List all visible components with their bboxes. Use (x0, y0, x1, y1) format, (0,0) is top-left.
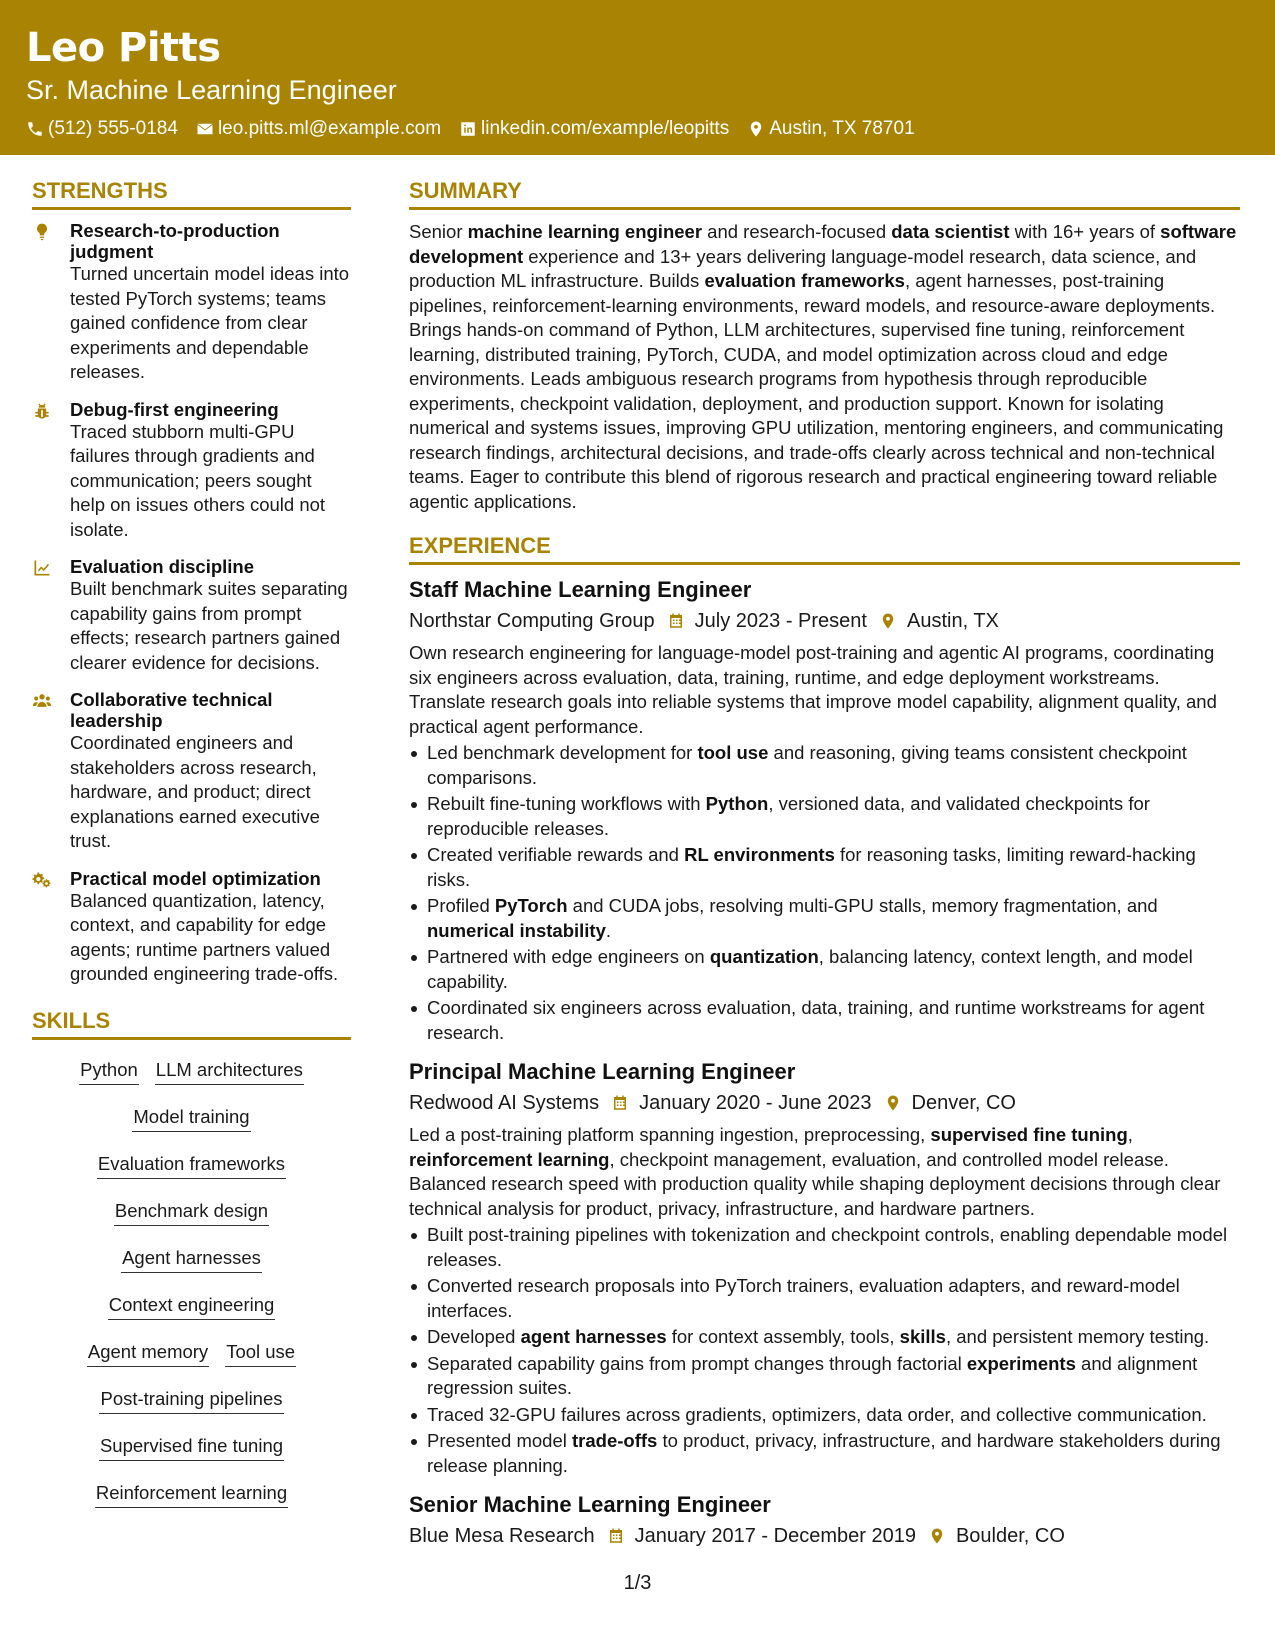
map-pin-icon (928, 1526, 946, 1546)
job-company: Redwood AI Systems (409, 1092, 600, 1114)
job-bullet: Coordinated six engineers across evaluation, data, training, and runtime workstreams for agent research. (409, 996, 1240, 1045)
job-dates: July 2023 - Present (694, 610, 867, 632)
skill-row (32, 1289, 351, 1336)
left-column (32, 175, 351, 1524)
skill-tag: LLM architectures (155, 1058, 304, 1085)
contact-bar (26, 118, 1249, 140)
job-bullet: Rebuilt fine-tuning workflows with Python, versioned data, and validated checkpoints for reproducible releases. (409, 792, 1240, 841)
strength-item (32, 868, 351, 987)
skill-tag: Post-training pipelines (99, 1387, 283, 1414)
linkedin-text: linkedin.com/example/leopitts (481, 118, 730, 139)
skill-tag: Agent harnesses (121, 1246, 262, 1273)
email-text: leo.pitts.ml@example.com (217, 118, 442, 139)
job-dates: January 2017 - December 2019 (634, 1525, 916, 1547)
skills-list (32, 1050, 351, 1524)
strength-title: Research-to-production judgment (70, 220, 280, 262)
skill-row (32, 1242, 351, 1289)
skill-row (32, 1336, 351, 1383)
strength-item (32, 220, 351, 385)
strength-title: Practical model optimization (70, 867, 321, 889)
summary-text: Senior machine learning engineer and research-focused data scientist with 16+ years of software development experience and 13+ years delivering language-model research, data science, and production ML infrastructure. Builds evaluation frameworks, agent harnesses, post-training pipelines, reinforcement-learning environments, reward models, and resource-aware deployments. Brings hands-on command of Python, LLM architectures, supervised fine tuning, reinforcement learning, distributed training, PyTorch, CUDA, and model optimization across cloud and edge environments. Leads ambiguous research programs from hypothesis through reproducible experiments, checkpoint validation, deployment, and production support. Known for isolating numerical and systems issues, improving GPU utilization, mentoring engineers, and communicating research findings, architectural decisions, and trade-offs clearly across technical and non-technical teams. Eager to contribute this blend of rigorous research and practical engineering toward reliable agentic applications. (409, 221, 1237, 512)
calendar-icon (607, 1526, 625, 1546)
job-bullet: Profiled PyTorch and CUDA jobs, resolving multi-GPU stalls, memory fragmentation, and numerical instability. (409, 894, 1240, 943)
skill-tag: Evaluation frameworks (97, 1152, 286, 1179)
contact-linkedin[interactable] (459, 118, 729, 140)
skill-row (32, 1383, 351, 1430)
strength-description: Coordinated engineers and stakeholders across research, hardware, and product; direct explanations earned executive trust. (70, 732, 320, 851)
envelope-icon (196, 120, 214, 138)
resume-header (0, 0, 1275, 155)
strength-title: Collaborative technical leadership (70, 689, 273, 731)
users-icon (32, 691, 52, 711)
location-text: Austin, TX 78701 (769, 118, 915, 139)
job-dates: January 2020 - June 2023 (639, 1092, 872, 1114)
job-entry (409, 1057, 1240, 1478)
job-description: Own research engineering for language-model post-training and agentic AI programs, coordinating six engineers across evaluation, data, training, runtime, and edge deployment workstreams. Translate research goals into reliable systems that improve model capability, alignment quality, and practical agent performance. (409, 642, 1217, 737)
page-number: 1/3 (623, 1572, 652, 1594)
experience-heading: EXPERIENCE (409, 530, 1240, 565)
gears-icon (32, 870, 52, 890)
job-bullets (409, 741, 1240, 1045)
job-bullet: Separated capability gains from prompt changes through factorial experiments and alignment regression suites. (409, 1352, 1240, 1401)
job-entry (409, 575, 1240, 1045)
job-company: Blue Mesa Research (409, 1525, 595, 1547)
skill-row (32, 1477, 351, 1524)
strength-item (32, 556, 351, 675)
candidate-name: Leo Pitts (26, 25, 221, 71)
job-company: Northstar Computing Group (409, 610, 655, 632)
job-bullet: Built post-training pipelines with tokenization and checkpoint controls, enabling dependable model releases. (409, 1223, 1240, 1272)
job-bullet: Partnered with edge engineers on quantization, balancing latency, context length, and model capability. (409, 945, 1240, 994)
map-pin-icon (879, 611, 897, 631)
strength-description: Balanced quantization, latency, context, and capability for edge agents; runtime partners valued grounded engineering trade-offs. (70, 889, 339, 984)
phone-icon (26, 120, 44, 138)
strength-title: Debug-first engineering (70, 398, 279, 420)
right-column (409, 175, 1240, 1564)
contact-location (747, 118, 914, 140)
job-title: Staff Machine Learning Engineer (409, 577, 752, 602)
job-title: Principal Machine Learning Engineer (409, 1059, 796, 1084)
skill-tag: Python (79, 1058, 139, 1085)
strengths-heading: STRENGTHS (32, 175, 351, 210)
job-meta (409, 605, 1240, 637)
skill-row (32, 1430, 351, 1477)
job-meta (409, 1087, 1240, 1119)
skill-tag: Tool use (225, 1340, 296, 1367)
job-bullet: Created verifiable rewards and RL environments for reasoning tasks, limiting reward-hacking risks. (409, 843, 1240, 892)
skill-row (32, 1148, 351, 1195)
job-entry (409, 1490, 1240, 1552)
job-bullets (409, 1223, 1240, 1478)
jobs-list (409, 575, 1240, 1552)
strength-description: Built benchmark suites separating capability gains from prompt effects; research partners gained clearer evidence for decisions. (70, 578, 348, 673)
linkedin-icon (459, 120, 477, 138)
lightbulb-icon (32, 222, 52, 242)
map-pin-icon (884, 1093, 902, 1113)
skill-row (32, 1101, 351, 1148)
job-location: Boulder, CO (955, 1525, 1065, 1547)
skill-tag: Context engineering (108, 1293, 276, 1320)
contact-email[interactable] (196, 118, 441, 140)
skill-tag: Agent memory (87, 1340, 209, 1367)
map-pin-icon (747, 120, 765, 138)
skill-tag: Reinforcement learning (95, 1481, 288, 1508)
skill-tag: Benchmark design (114, 1199, 269, 1226)
job-description: Led a post-training platform spanning ingestion, preprocessing, supervised fine tuning, reinforcement learning, checkpoint management, evaluation, and controlled model release. Balanced research speed with production quality while shaping deployment decisions through clear technical analysis for product, privacy, infrastructure, and hardware partners. (409, 1124, 1221, 1219)
strength-title: Evaluation discipline (70, 556, 255, 577)
calendar-icon (611, 1093, 629, 1113)
chart-line-icon (32, 558, 52, 578)
job-bullet: Presented model trade-offs to product, privacy, infrastructure, and hardware stakeholders during release planning. (409, 1429, 1240, 1478)
job-bullet: Developed agent harnesses for context assembly, tools, skills, and persistent memory testing. (409, 1325, 1240, 1350)
strengths-list (32, 220, 351, 987)
job-title: Senior Machine Learning Engineer (409, 1492, 771, 1517)
job-meta (409, 1520, 1240, 1552)
skill-row (32, 1054, 351, 1101)
candidate-title: Sr. Machine Learning Engineer (26, 75, 397, 105)
summary-heading: SUMMARY (409, 175, 1240, 210)
job-bullet: Converted research proposals into PyTorch trainers, evaluation adapters, and reward-model interfaces. (409, 1274, 1240, 1323)
strength-item (32, 689, 351, 854)
skills-heading: SKILLS (32, 1005, 351, 1040)
phone-text: (512) 555-0184 (48, 118, 178, 139)
job-location: Austin, TX (907, 610, 999, 632)
job-location: Denver, CO (911, 1092, 1016, 1114)
skill-tag: Supervised fine tuning (99, 1434, 284, 1461)
strength-item (32, 399, 351, 543)
calendar-icon (667, 611, 685, 631)
skill-row (32, 1195, 351, 1242)
strength-description: Traced stubborn multi-GPU failures through gradients and communication; peers sought help on issues others could not isolate. (70, 420, 326, 540)
skill-tag: Model training (132, 1105, 250, 1132)
job-bullet: Traced 32-GPU failures across gradients, optimizers, data order, and collective communication. (409, 1403, 1240, 1428)
contact-phone[interactable] (26, 118, 178, 140)
bug-icon (32, 401, 52, 421)
job-bullet: Led benchmark development for tool use and reasoning, giving teams consistent checkpoint comparisons. (409, 741, 1240, 790)
strength-description: Turned uncertain model ideas into tested PyTorch systems; teams gained confidence from clear experiments and dependable releases. (70, 263, 350, 382)
